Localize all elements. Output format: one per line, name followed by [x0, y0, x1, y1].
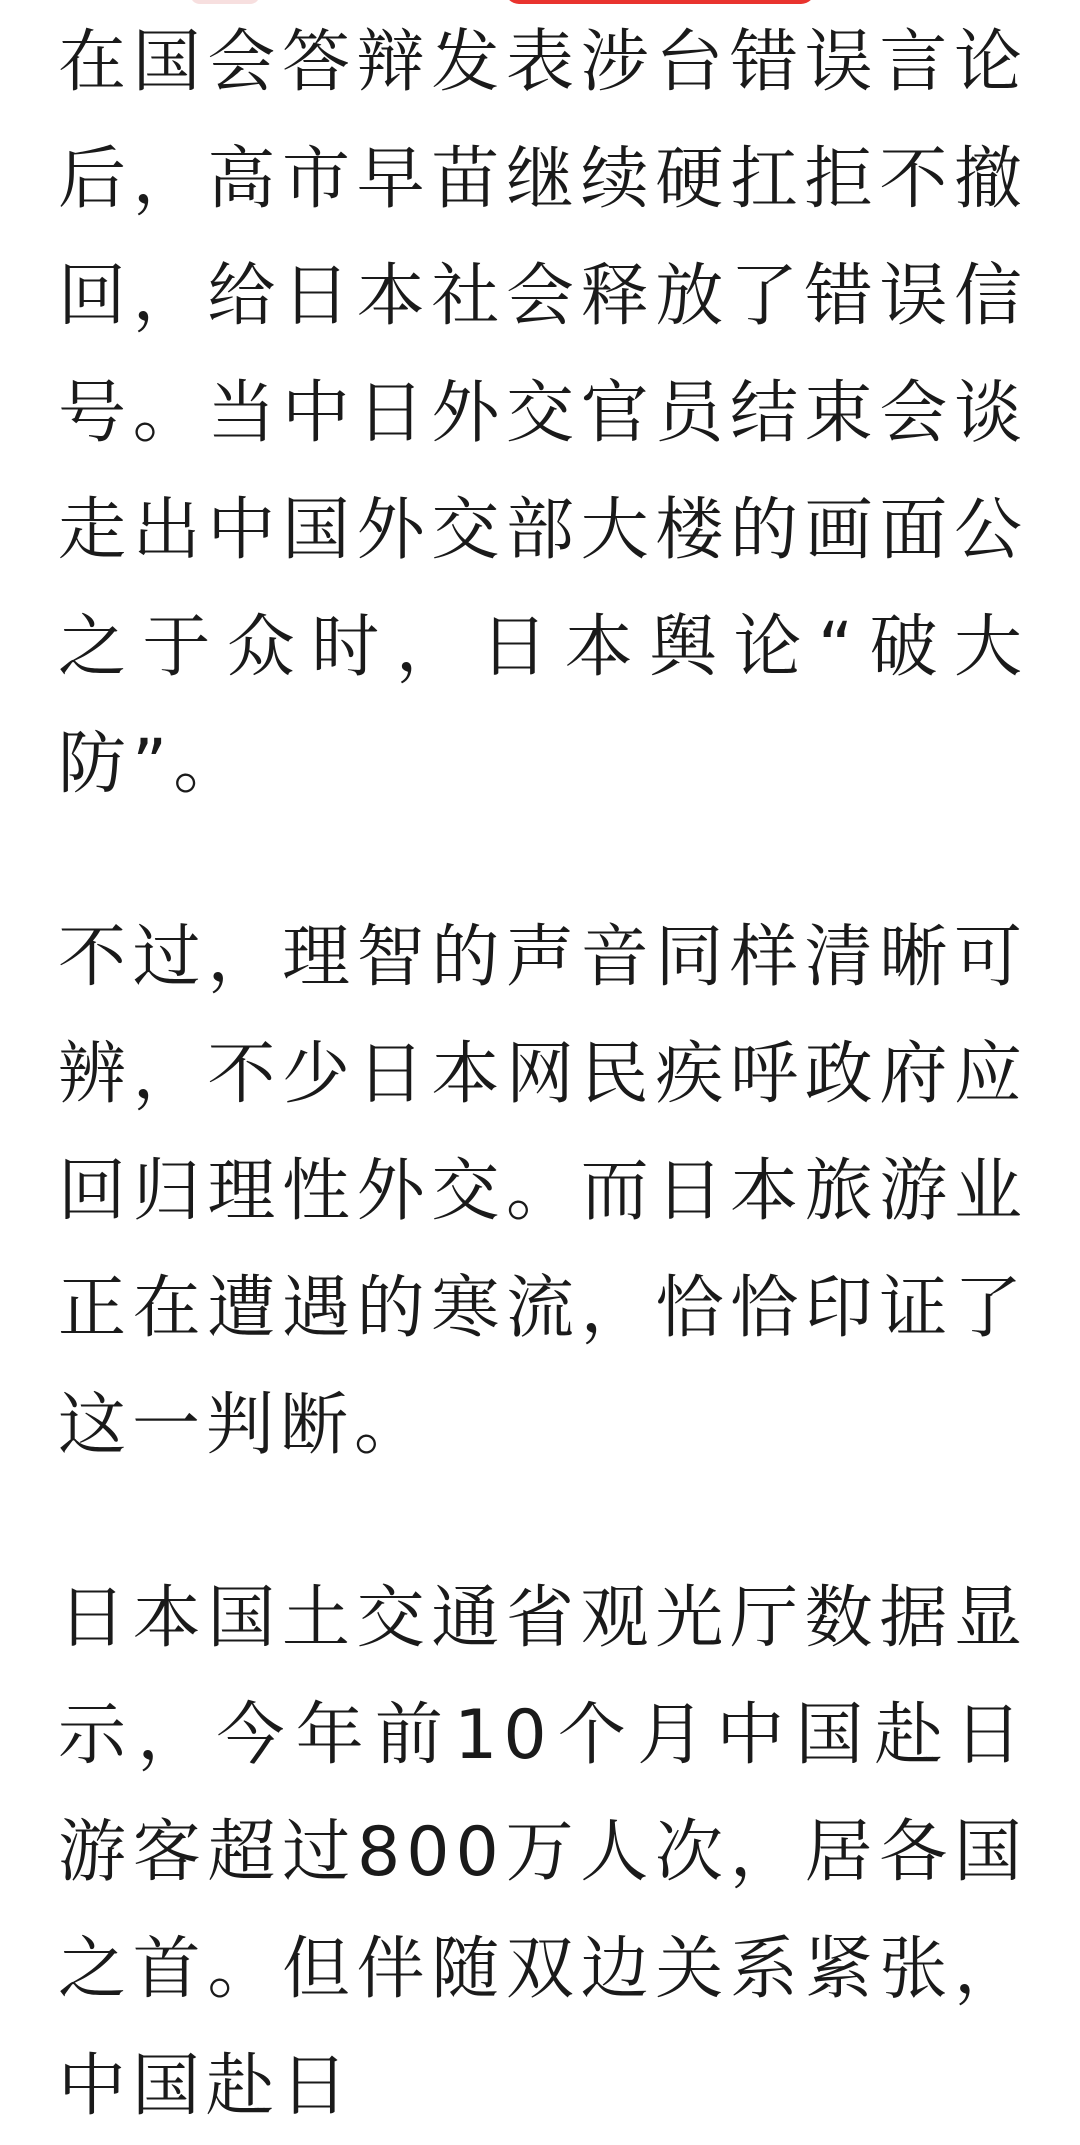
article-paragraph: 日本国土交通省观光厅数据显示，今年前10个月中国赴日游客超过800万人次，居各国之首。但伴随双边关系紧张，中国赴日 — [58, 1579, 1028, 2126]
article-paragraph: 在国会答辩发表涉台错误言论后，高市早苗继续硬扛拒不撤回，给日本社会释放了错误信号。当中日外交官员结束会谈走出中国外交部大楼的画面公之于众时，日本舆论“破大防”。 — [58, 23, 1028, 804]
article-body — [58, 0, 1028, 2145]
article-paragraph: 不过，理智的声音同样清晰可辨，不少日本网民疾呼政府应回归理性外交。而日本旅游业正在遭遇的寒流，恰恰印证了这一判断。 — [58, 918, 1028, 1465]
